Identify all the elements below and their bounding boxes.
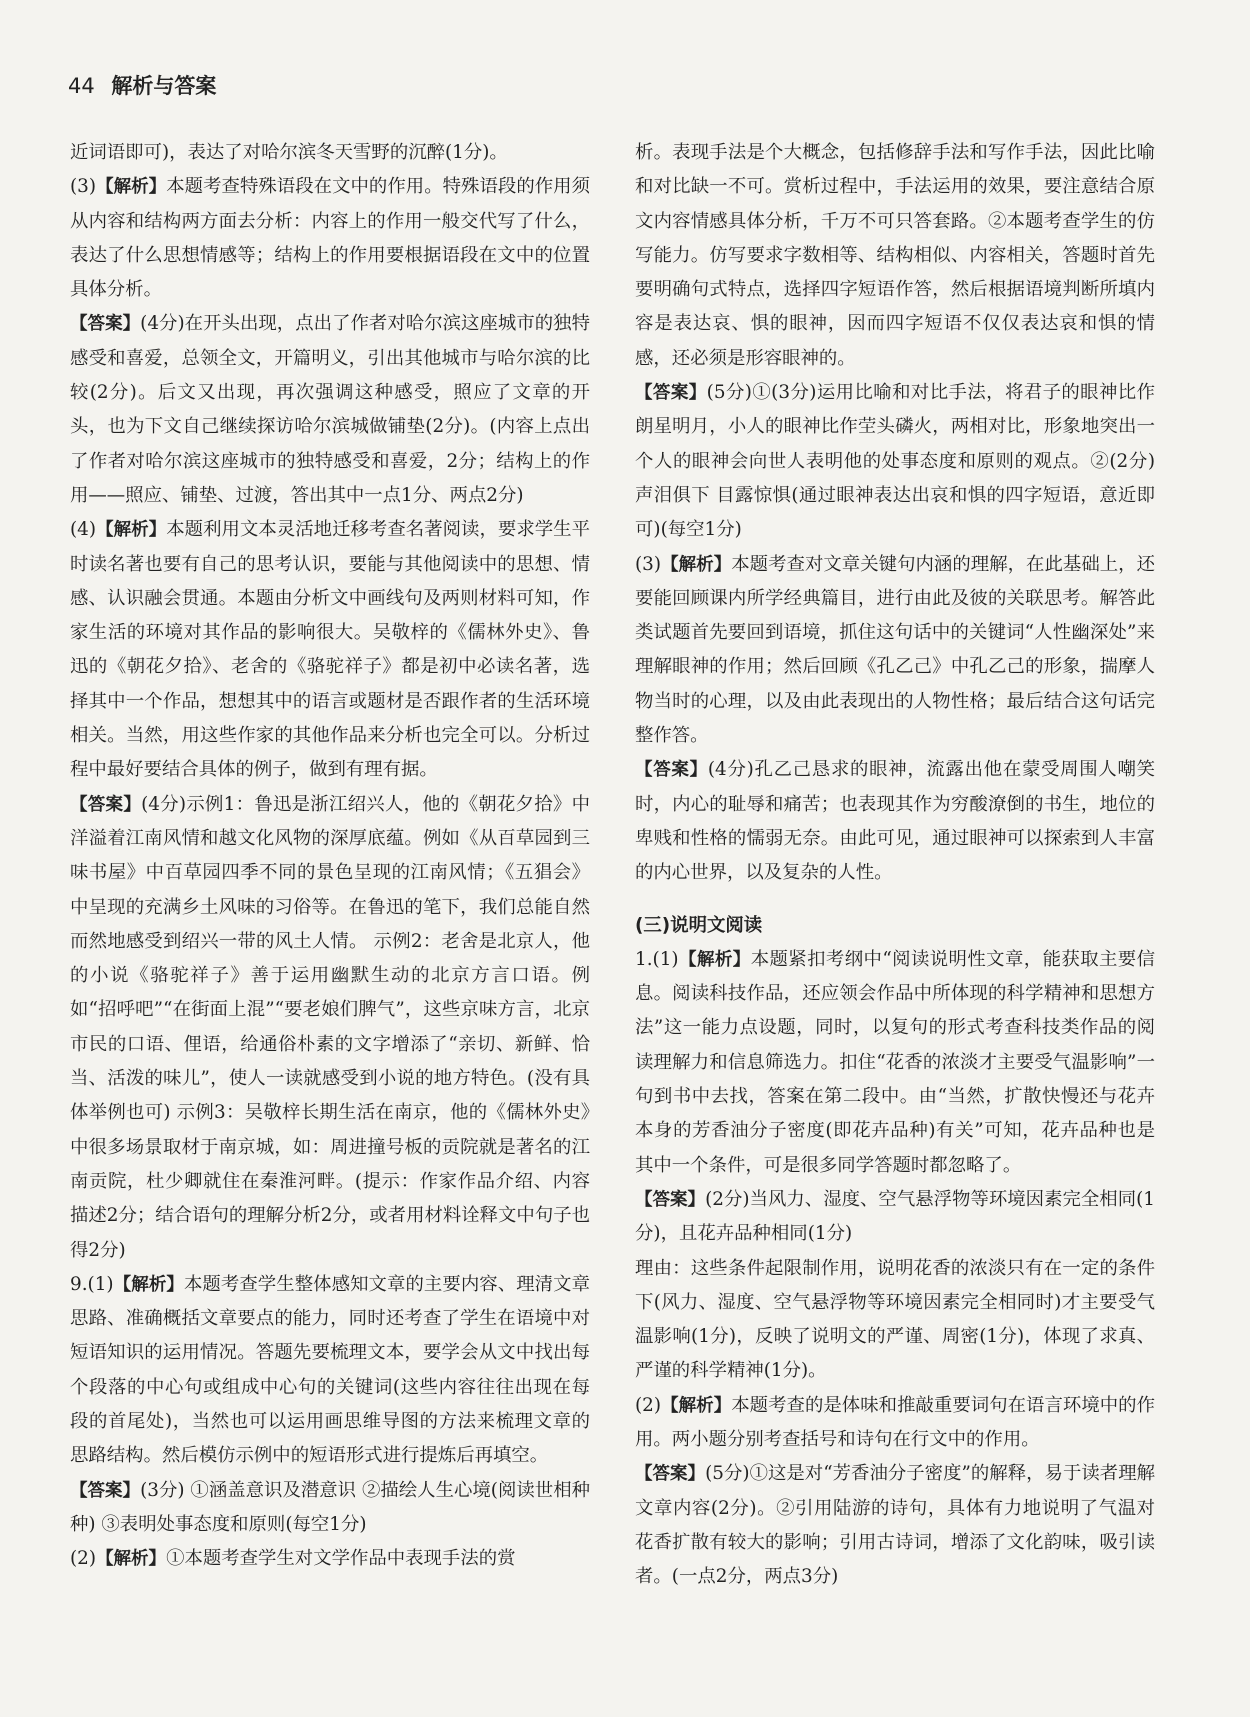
paragraph: 【答案】(4分)孔乙己恳求的眼神，流露出他在蒙受周围人嘲笑时，内心的耻辱和痛苦；也表现其作为穷酸潦倒的书生，地位的卑贱和性格的懦弱无奈。由此可见，通过眼神可以探索到人丰富的内心世界，以及复杂的人性。 xyxy=(635,759,1155,884)
paragraph: 【答案】(3分) ①涵盖意识及潜意识 ②描绘人生心境(阅读世相种种) ③表明处事态度和原则(每空1分) xyxy=(70,1479,591,1535)
paragraph: 析。表现手法是个大概念，包括修辞手法和写作手法，因此比喻和对比缺一不可。赏析过程中，手法运用的效果，要注意结合原文内容情感具体分析，千万不可只答套路。②本题考查学生的仿写能力。仿写要求字数相等、结构相似、内容相关，答题时首先要明确句式特点，选择四字短语作答，然后根据语境判断所填内容是表达哀、惧的眼神，因而四字短语不仅仅表达哀和惧的情感，还必须是形容眼神的。 xyxy=(635,142,1155,369)
paragraph: (3)【解析】本题考查对文章关键句内涵的理解，在此基础上，还要能回顾课内所学经典篇目，进行由此及彼的关联思考。解答此类试题首先要回到语境，抓住这句话中的关键词“人性幽深处”来理解眼神的作用；然后回顾《孔乙己》中孔乙己的形象，揣摩人物当时的心理，以及由此表现出的人物性格；最后结合这句话完整作答。 xyxy=(635,553,1155,747)
page-title: 解析与答案 xyxy=(111,74,217,98)
paragraph: 【答案】(4分)在开头出现，点出了作者对哈尔滨这座城市的独特感受和喜爱，总领全文，开篇明义，引出其他城市与哈尔滨的比较(2分)。后文又出现，再次强调这种感受，照应了文章的开头，也为下文自己继续探访哈尔滨城做铺垫(2分)。(内容上点出了作者对哈尔滨这座城市的独特感受和喜爱，2分；结构上的作用——照应、铺垫、过渡，答出其中一点1分、两点2分) xyxy=(70,313,590,506)
paragraph: 【答案】(4分)示例1：鲁迅是浙江绍兴人，他的《朝花夕拾》中洋溢着江南风情和越文化风物的深厚底蕴。例如《从百草园到三味书屋》中百草园四季不同的景色呈现的江南风情；《五猖会》中呈现的充满乡土风味的习俗等。在鲁迅的笔下，我们总能自然而然地感受到绍兴一带的风土人情。 示例2：老舍是北京人，他的小说《骆驼祥子》善于运用幽默生动的北京方言口语。例如“招呼吧”“在街面上混”“要老娘们脾气”，这些京味方言，北京市民的口语、俚语，给通俗朴素的文字增添了“亲切、新鲜、恰当、活泼的味儿”，使人一读就感受到小说的地方特色。(没有具体举例也可) 示例3：吴敬梓长期生活在南京，他的《儒林外史》中很多场景取材于南京城，如：周进撞号板的贡院就是著名的江南贡院，杜少卿就住在秦淮河畔。(提示：作家作品介绍、内容描述2分；结合语句的理解分析2分，或者用材料诠释文中句子也得2分) xyxy=(70,793,590,1261)
paragraph: 1.(1)【解析】本题紧扣考纲中“阅读说明性文章，能获取主要信息。阅读科技作品，还应领会作品中所体现的科学精神和思想方法”这一能力点设题，同时，以复句的形式考查科技类作品的阅读理解力和信息筛选力。扣住“花香的浓淡才主要受气温影响”一句到书中去找，答案在第二段中。由“当然，扩散快慢还与花卉本身的芳香油分子密度(即花卉品种)有关”可知，花卉品种也是其中一个条件，可是很多同学答题时都忽略了。 xyxy=(635,948,1156,1176)
left-column xyxy=(70,136,590,1576)
right-column xyxy=(635,136,1155,1594)
section-heading: (三)说明文阅读 xyxy=(635,914,763,936)
paragraph: 【答案】(5分)①(3分)运用比喻和对比手法，将君子的眼神比作朗星明月，小人的眼神比作茔头磷火，两相对比，形象地突出一个人的眼神会向世人表明他的处事态度和原则的观点。②(2分)声泪俱下 目露惊惧(通过眼神表达出哀和惧的四字短语，意近即可)(每空1分) xyxy=(635,382,1155,541)
paragraph: 【答案】(2分)当风力、湿度、空气悬浮物等环境因素完全相同(1分)，且花卉品种相同(1分) xyxy=(635,1188,1156,1245)
paragraph: (3)【解析】本题考查特殊语段在文中的作用。特殊语段的作用须从内容和结构两方面去分析：内容上的作用一般交代写了什么，表达了什么思想情感等；结构上的作用要根据语段在文中的位置具体分析。 xyxy=(70,176,590,301)
page-number: 44 xyxy=(68,74,95,98)
paragraph: (2)【解析】①本题考查学生对文学作品中表现手法的赏 xyxy=(70,1548,516,1570)
paragraph: 理由：这些条件起限制作用，说明花香的浓淡只有在一定的条件下(风力、湿度、空气悬浮物等环境因素完全相同时)才主要受气温影响(1分)，反映了说明文的严谨、周密(1分)，体现了求真、严谨的科学精神(1分)。 xyxy=(635,1257,1155,1382)
paragraph: (2)【解析】本题考查的是体味和推敲重要词句在语言环境中的作用。两小题分别考查括号和诗句在行文中的作用。 xyxy=(635,1394,1155,1450)
paragraph: 【答案】(5分)①这是对“芳香油分子密度”的解释，易于读者理解文章内容(2分)。②引用陆游的诗句，具体有力地说明了气温对花香扩散有较大的影响；引用古诗词，增添了文化韵味，吸引读者。(一点2分，两点3分) xyxy=(635,1463,1155,1588)
paragraph: 9.(1)【解析】本题考查学生整体感知文章的主要内容、理清文章思路、准确概括文章要点的能力，同时还考查了学生在语境中对短语知识的运用情况。答题先要梳理文本，要学会从文中找出每个段落的中心句或组成中心句的关键词(这些内容往往出现在每段的首尾处)，当然也可以运用画思维导图的方法来梳理文章的思路结构。然后模仿示例中的短语形式进行提炼后再填空。 xyxy=(70,1273,590,1467)
paragraph: 近词语即可)，表达了对哈尔滨冬天雪野的沉醉(1分)。 xyxy=(70,142,508,163)
page-header xyxy=(68,70,216,100)
paragraph: (4)【解析】本题利用文本灵活地迁移考查名著阅读，要求学生平时读名著也要有自己的思考认识，要能与其他阅读中的思想、情感、认识融会贯通。本题由分析文中画线句及两则材料可知，作家生活的环境对其作品的影响很大。吴敬梓的《儒林外史》、鲁迅的《朝花夕拾》、老舍的《骆驼祥子》都是初中必读名著，选择其中一个作品，想想其中的语言或题材是否跟作者的生活环境相关。当然，用这些作家的其他作品来分析也完全可以。分析过程中最好要结合具体的例子，做到有理有据。 xyxy=(70,519,590,781)
